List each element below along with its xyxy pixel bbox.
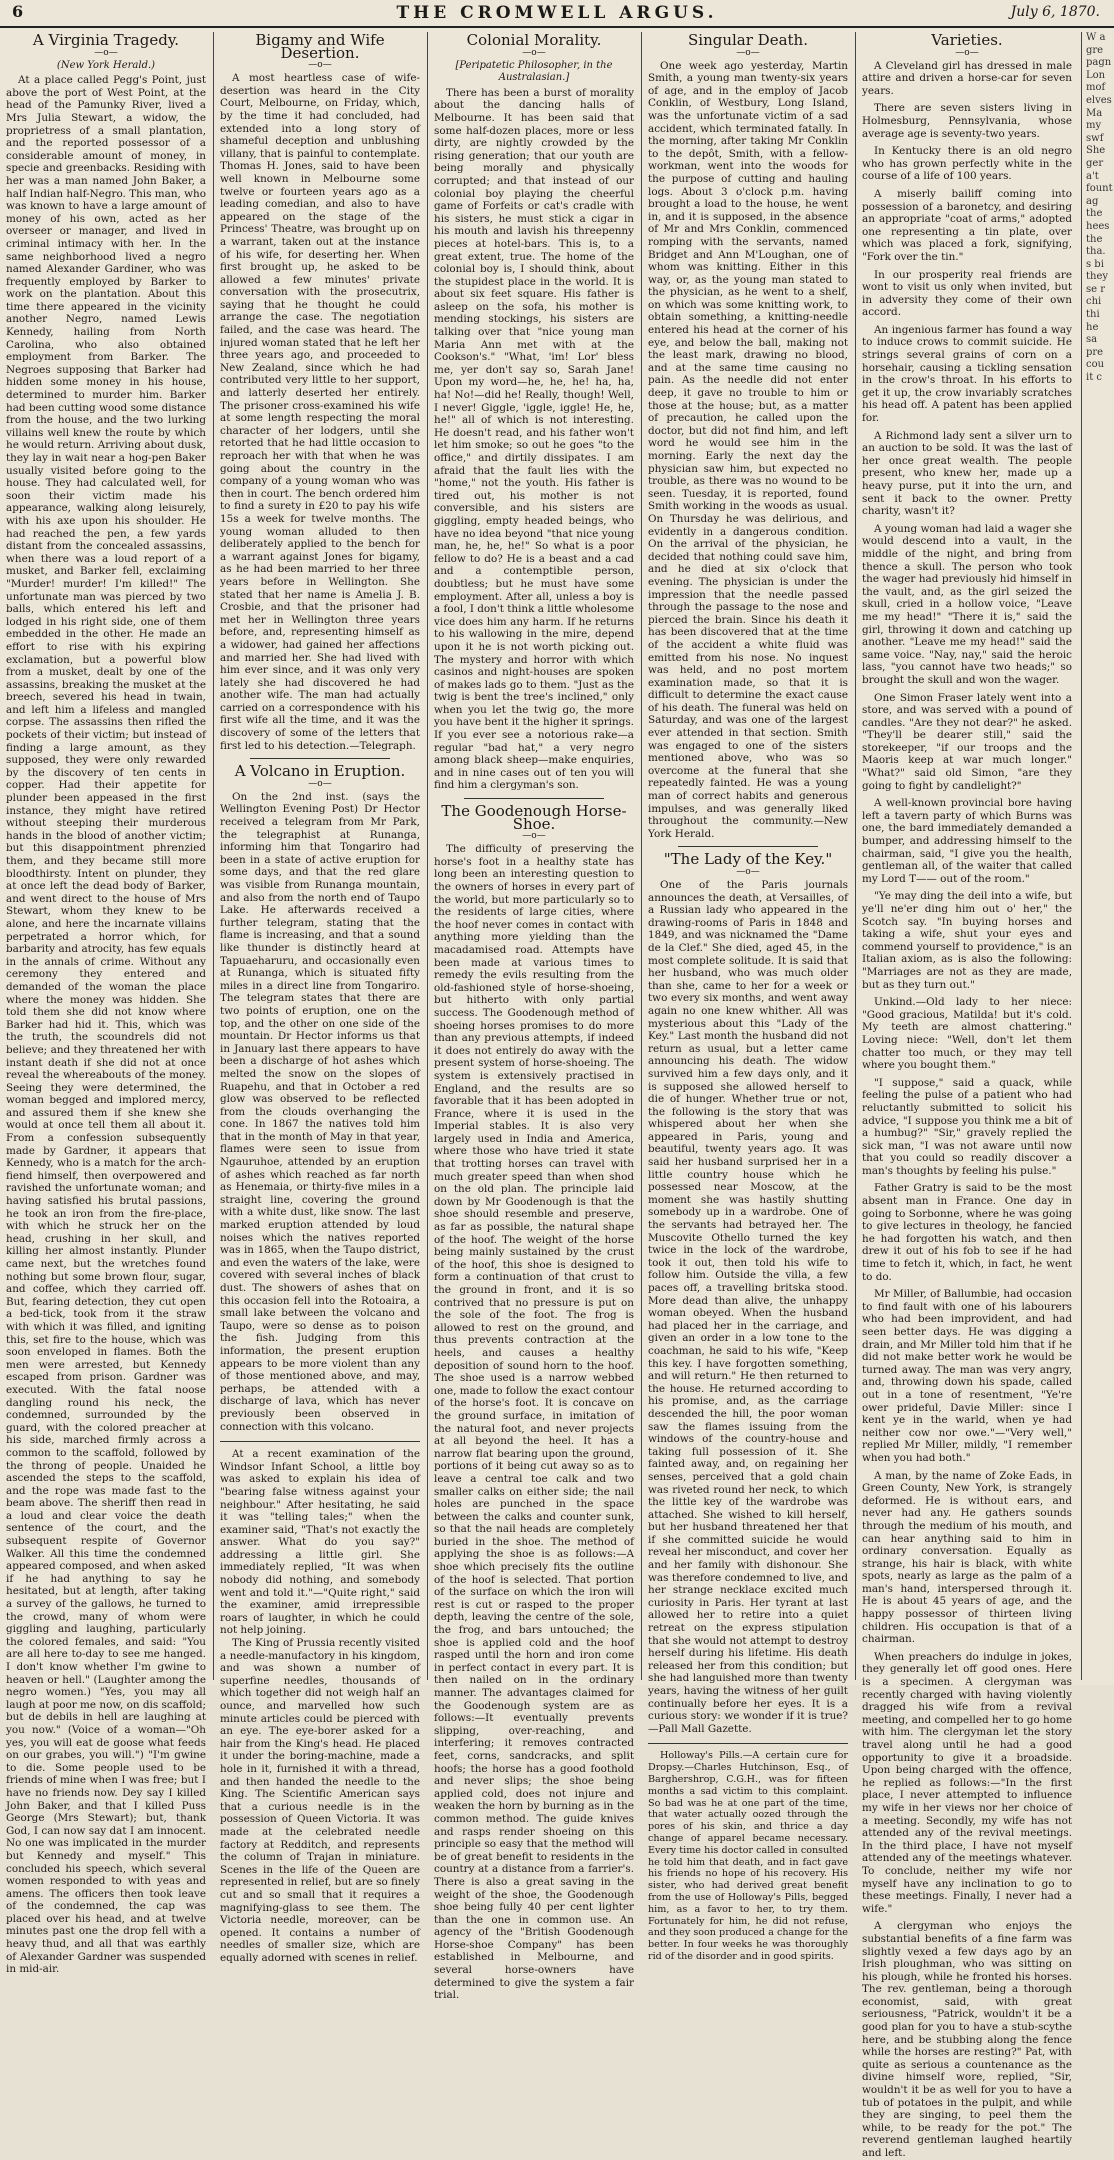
variety-item: When preachers do indulge in jokes, they generally let off good ones. Here is a specimen. A clergyman was recently charged with having violently dragged his wife from a revival meeting, and compelled her to go home with him. The clergyman let the story travel along until he had a good opportunity to give it a broadside. Upon being charged with the offence, he replied as follows:—"In the first place, I never attempted to influence my wife in her views nor her choice of a meeting. Secondly, my wife has not attended any of the revival meetings. In the third place, I have not myself attended any of the meetings whatever. To conclude, neither my wife nor myself have any inclination to go to these meetings. Finally, I never had a wife.": [862, 1650, 1072, 1915]
ornament: —o—: [522, 831, 546, 842]
column-4: [648, 31, 848, 1962]
article-title-colonial-morality: Colonial Morality.: [466, 31, 602, 49]
article-title-volcano: A Volcano in Eruption.: [234, 762, 406, 781]
column-3: [434, 31, 634, 2002]
column-1: [6, 31, 206, 1976]
divider: [648, 1743, 848, 1744]
article-title-singular-death: Singular Death.: [688, 31, 808, 49]
advertisement-holloways-pills: Holloway's Pills.—A certain cure for Dropsy.—Charles Hutchinson, Esq., of Barghershrop, C.G.H., was for fifteen months a sad victim to this complaint. So bad was he at one part of the time, that water actually oozed through the pores of his skin, and thrice a day change of apparel became necessary. Every time his doctor called in consulted he told him that death, and in fact gave his friends no hope of his recovery. His sister, who had derived great benefit from the use of Holloway's Pills, begged him, as a favor to her, to try them. Fortunately for him, he did not refuse, and they soon produced a change for the better. In four weeks he was thoroughly rid of the disorder and in good spirits.: [648, 1750, 848, 1962]
article-body-bigamy: A most heartless case of wife-desertion was heard in the City Court, Melbourne, on Friday, which, by the time it had concluded, had extended into a long story of shameful deception and unblushing villany, that is painful to contemplate. Thomas H. Jones, said to have been well known in Melbourne some twelve or fourteen years ago as a leading comedian, and also to have appeared on the stage of the Princess' Theatre, was brought up on a warrant, taken out at the instance of his wife, for deserting her. When first brought up, he asked to be allowed a few minutes' private conversation with the prosecutrix, saying that he thought he could arrange the case. The negotiation failed, and the case was heard. The injured woman stated that he left her three years ago, and proceeded to New Zealand, since which he had contributed very little to her support, and latterly deserted her entirely. The prisoner cross-examined his wife at some length respecting the moral character of her lodgers, until she retorted that he had little occasion to reproach her with that when he was going about the country in the company of a young woman who was then in court. The bench ordered him to find a surety in £20 to pay his wife 15s a week for twelve months. The young woman alluded to then deliberately applied to the bench for a warrant against Jones for bigamy, as he had been married to her three years before in Wellington. She stated that her name is Amelia J. B. Crosbie, and that the prisoner had met her in Wellington three years before, and, representing himself as a widower, had gained her affections and married her. She had lived with him ever since, and it was only very lately she had discovered he had another wife. The man had actually carried on a correspondence with his first wife all the time, and it was the discovery of some of the letters that first led to his detection.—Telegraph.: [220, 72, 420, 752]
variety-item: A well-known provincial bore having left a tavern party of which Burns was one, the bard immediately demanded a bumper, and addressing himself to the chairman, said, "I give you the health, gentleman all, of the waiter that called my Lord T—— out of the room.": [862, 797, 1072, 885]
variety-item: Unkind.—Old lady to her niece: "Good gracious, Matilda! but it's cold. My teeth are almost chattering." Loving niece: "Well, don't let them chatter too much, or they may tell where you bought them.": [862, 996, 1072, 1072]
article-body-lady-of-the-key: One of the Paris journals announces the death, at Versailles, of a Russian lady who appeared in the drawing-rooms of Paris in 1848 and 1849, and was nicknamed the "Dame de la Clef." She died, aged 45, in the most complete solitude. It is said that her husband, who was much older than she, came to her for a week or two every six months, and went away again no one knew whither. All was mysterious about this "Lady of the Key." Last month the husband did not return as usual, but a letter came announcing his death. The widow survived him a few days only, and it is supposed she allowed herself to die of hunger. Whether true or not, the following is the story that was whispered about her when she appeared in Paris, young and beautiful, twenty years ago. It was said her husband surprised her in a little country house which he possessed near Moscow, at the moment she was hastily shutting somebody up in a wardrobe. One of the servants had betrayed her. The Muscovite Othello turned the key twice in the lock of the wardrobe, took it out, then told his wife to follow him. Outside the villa, a few paces off, a travelling britska stood. More dead than alive, the unhappy woman obeyed. When the husband had placed her in the carriage, and given an order in a low tone to the coachman, he said to his wife, "Keep this key. I have forgotten something, and will return." He then returned to the house. He returned according to his promise, and, as the carriage descended the hill, the poor woman saw the flames issuing from the windows of the country-house and taking full possession of it. She fainted away, and, on regaining her senses, perceived that a gold chain was riveted round her neck, to which the little key of the wardrobe was attached. She wished to kill herself, but her husband threatened her that if she committed suicide he would reveal her misconduct, and cover her and her family with dishonour. She was therefore condemned to live, and her strange necklace excited much curiosity in Paris. Her tyrant at last allowed her to retire into a quiet retreat on the express stipulation that she would not attempt to destroy herself during his lifetime. His death released her from this condition; but she had languished more than twenty years, having the witness of her guilt continually before her eyes. It is a curious story: we wonder if it is true?—Pall Mall Gazette.: [648, 879, 848, 1735]
divider: [678, 846, 818, 847]
article-body-singular-death: One week ago yesterday, Martin Smith, a young man twenty-six years of age, and in the employ of Jacob Conklin, of Westbury, Long Island, was the unfortunate victim of a sad accident, which terminated fatally. In the morning, after taking Mr Conklin to the depôt, Smith, with a fellow-workman, went into the woods for the purpose of cutting and hauling logs. About 3 o'clock p.m. having brought a load to the house, he went in, and it is supposed, in the absence of Mr and Mrs Conklin, commenced romping with the servants, named Bridget and Ann M'Loughan, one of whom was knitting. Either in this way, or, as the young man stated to the physician, as he went to a shelf, on which was some knitting work, to obtain something, a knitting-needle entered his head at the corner of his eye, and below the ball, making not the least mark, drawing no blood, and at the same time causing no pain. As the needle did not enter deep, it gave no trouble to him or those at the house; but, as a matter of precaution, he called upon the doctor, but did not find him, and left word he would see him in the morning. Early the next day the physician saw him, but expected no trouble, as there was no wound to be seen. Tuesday, it is reported, found Smith working in the woods as usual. On Thursday he was delirious, and evidently in a dangerous condition. On the arrival of the physician, he decided that nothing could save him, and he died at six o'clock that evening. The physician is under the impression that the needle passed through the passage to the nose and pierced the brain. Since his death it has been discovered that at the time of the accident a white fluid was emitted from his nose. No inquest was held, and no post mortem examination made, so that it is difficult to determine the exact cause of his death. The funeral was held on Saturday, and was one of the largest ever attended in that section. Smith was engaged to one of the sisters mentioned above, who was so overcome at the funeral that she repeatedly fainted. He was a young man of correct habits and generous impulses, and was generally liked throughout the community.—New York Herald.: [648, 59, 848, 840]
variety-item: A miserly bailiff coming into possession of a baronetcy, and desiring an appropriate "coat of arms," adopted one representing a tin plate, over which was placed a fork, signifying, "Fork over the tin.": [862, 187, 1072, 263]
variety-item: A Cleveland girl has dressed in male attire and driven a horse-car for seven years.: [862, 59, 1072, 97]
ornament: —o—: [736, 867, 760, 877]
variety-item: "I suppose," said a quack, while feeling the pulse of a patient who had reluctantly submitted to solicit his advice, "I suppose you think me a bit of a humbug?" "Sir," gravely replied the sick man, "I was not aware until now that you could so readily discover a man's thoughts by feeling his pulse.": [862, 1076, 1072, 1177]
article-body-infant-school: At a recent examination of the Windsor Infant School, a little boy was asked to explain his idea of "bearing false witness against your neighbour." After hesitating, he said it was "telling tales;" when the examiner said, "That's not exactly the answer. What do you say?" addressing a little girl. She immediately replied, "It was when nobody did nothing, and somebody went and told it."—"Quite right," said the examiner, amid irrepressible roars of laughter, in which he could not help joining.: [220, 1448, 420, 1637]
columns: [6, 31, 1113, 2159]
variety-item: An ingenious farmer has found a way to induce crows to commit suicide. He strings several grains of corn on a horsehair, causing a tickling sensation in the crow's throat. In his efforts to get it up, the crow invariably scratches his head off. A patent has been applied for.: [862, 323, 1072, 425]
divider: [220, 1441, 420, 1442]
column-rule: [641, 32, 642, 1680]
variety-item: Father Gratry is said to be the most absent man in France. One day in going to Sorbonne, where he was going to give lectures in theology, he fancied he had forgotten his watch, and then drew it out of his fob to see if he had time to fetch it, which, in fact, he went to do.: [862, 1182, 1072, 1283]
variety-item: A young woman had laid a wager she would descend into a vault, in the middle of the night, and bring from thence a skull. The person who took the wager had previously hid himself in the vault, and, as the girl seized the skull, cried in a hollow voice, "Leave me my head!" "There it is," said the girl, throwing it down and catching up another. "Leave me my head!" said the same voice. "Nay, nay," said the heroic lass, "you cannot have two heads;" so brought the skull and won the wager.: [862, 522, 1072, 686]
article-body-colonial-morality: There has been a burst of morality about the dancing halls of Melbourne. It has been said that some half-dozen places, more or less dirty, are nightly crowded by the rising generation; that our youth are being morally and physically corrupted; and that instead of our colonial boy playing the cheerful game of Forfeits or cat's cradle with his sisters, he must stick a cigar in his mouth and lavish his threepenny pieces at hotel-bars. This is, to a great extent, true. The home of the colonial boy is, I should think, about the stupidest place in the world. It is about six feet square. His father is asleep on the sofa, his mother is mending stockings, his sisters are talking over that "nice young man Maria Ann met with at the Cookson's." "What, 'im! Lor' bless me, yer don't say so, Sarah Jane! Upon my word—he, he, he! ha, ha, ha! No!—did he! Really, though! Well, I never! Giggle, 'iggle, iggle! He, he, he!" all of which is not interesting. He doesn't read, and his father won't let him smoke; so out he goes "to the office," and dirtily dissipates. I am afraid that the fault lies with the "home," not the youth. His father is tired out, his mother is not conversible, and his sisters are giggling, empty headed beings, who have no idea beyond "that nice young man, he, he, he!" So what is a poor fellow to do? He is a beast and a cad and a contemptible person, doubtless; but he must have some employment. After all, unless a boy is a fool, I don't think a little wholesome vice does him any harm. If he returns to his wallowing in the mire, depend upon it he is not worth picking out. The mystery and horror with which casinos and night-houses are spoken of makes lads go to them. "Just as the twig is bent the tree's inclined," only when you let the twig go, the more you have bent it the higher it springs. If you ever see a notorious rake—a regular "bad hat," a very negro among black sheep—make enquiries, and in nine cases out of ten you will find him a clergyman's son.: [434, 86, 634, 792]
article-title-lady-of-the-key: "The Lady of the Key.": [663, 850, 833, 869]
variety-item: One Simon Fraser lately went into a store, and was served with a pound of candles. "Are they not dear?" he asked. "They'll be dearer still," said the storekeeper, "if our troops and the Maoris keep at war much longer." "What?" said old Simon, "are they going to fight by candlelight?": [862, 691, 1072, 792]
ornament: —o—: [308, 778, 332, 789]
column-5: [862, 31, 1072, 2159]
variety-item: There are seven sisters living in Holmesburg, Pennsylvania, whose average age is seventy-two years.: [862, 102, 1072, 140]
ornament: —o—: [955, 47, 979, 58]
divider: [250, 758, 390, 759]
article-body-horse-shoe: The difficulty of preserving the horse's foot in a healthy state has long been an interesting question to the owners of horses in every part of the world, but more particularly so to the residents of large cities, where the hoof never comes in contact with anything more yielding than the macadamised road. Attempts have been made at various times to remedy the evils resulting from the old-fashioned style of horse-shoeing, but hitherto with only partial success. The Goodenough method of shoeing horses promises to do more than any previous attempts, if indeed it does not entirely do away with the present system of horse-shoeing. The system is extensively practised in England, and the results are so favorable that it has been adopted in France, where it is used in the Imperial stables. It is also very largely used in India and America, where those who have tried it state that trotting horses can travel with much greater speed than when shod on the old plan. The principle laid down by Mr Goodenough is that the shoe should resemble and preserve, as far as possible, the natural shape of the hoof. The weight of the horse being mainly sustained by the crust of the hoof, this shoe is designed to form a continuation of that crust to the ground in front, and it is so contrived that no pressure is put on the sole of the foot. The frog is allowed to rest on the ground, and thus prevents contraction at the heels, and causes a healthy deposition of sound horn to the hoof. The shoe used is a narrow webbed one, made to follow the exact contour of the horse's foot. It is concave on the ground surface, in imitation of the natural foot, and never projects at all beyond the heel. It has a narrow flat bearing upon the ground, portions of it being cut away so as to leave a central toe calk and two smaller calks on either side; the nail holes are punched in the space between the calks and counter sunk, so that the nail heads are completely buried in the shoe. The method of applying the shoe is as follows:—A shoe which precisely fits the outline of the hoof is selected. That portion of the surface on which the iron will rest is cut or rasped to the proper depth, leaving the centre of the sole, the frog, and bars untouched; the shoe is applied cold and the hoof rasped until the horn and iron come in perfect contact in every part. It is then nailed on in the ordinary manner. The advantages claimed for the Goodenough system are as follows:—It eventually prevents slipping, over-reaching, and interfering; it removes contracted feet, corns, sandcracks, and split hoofs; the horse has a good foothold and never slips; the shoe being applied cold, does not injure and weaken the horn by burning as in the common method. The guide knives and rasps render shoeing on this principle so easy that the method will be of great benefit to residents in the country at a distance from a farrier's. There is also a great saving in the weight of the shoe, the Goodenough shoe being fully 40 per cent lighter than the one in common use. An agency of the "British Goodenough Horse-shoe Company" has been established in Melbourne, and several horse-owners have determined to give the system a fair trial.: [434, 843, 634, 2002]
variety-item: In our prosperity real friends are wont to visit us only when invited, but in adversity they come of their own accord.: [862, 268, 1072, 319]
variety-item: A man, by the name of Zoke Eads, in Green County, New York, is strangely deformed. He is without ears, and never had any. He gathers sounds through the medium of his mouth, and can hear anything said to him in ordinary conversation. Equally as strange, his hair is black, with white spots, nearly as large as the palm of a man's hand, interspersed through it. He is about 45 years of age, and the happy possessor of thirteen living children. His occupation is that of a chairman.: [862, 1469, 1072, 1646]
article-title-bigamy: Bigamy and Wife Desertion.: [255, 31, 385, 62]
page-number: 6: [12, 2, 24, 21]
divider: [464, 798, 604, 799]
ornament: —o—: [308, 60, 332, 71]
article-source: (New York Herald.): [56, 59, 156, 71]
masthead: [0, 0, 1114, 28]
article-title-horse-shoe: The Goodenough Horse-Shoe.: [441, 802, 627, 833]
article-title-varieties: Varieties.: [931, 31, 1003, 49]
variety-item: A clergyman who enjoys the substantial benefits of a fine farm was slightly vexed a few days ago by an Irish ploughman, who was sitting on his plough, while he fronted his horses. The rev. gentleman, being a thorough economist, said, with great seriousness, "Patrick, wouldn't it be a good plan for you to have a stub-scythe here, and be stubbing along the fence while the horses are resting?" Pat, with quite as serious a countenance as the divine himself wore, replied, "Sir, wouldn't it be as well for you to have a tub of potatoes in the pulpit, and while they are singing, to peel them the while, to be ready for the pot." The reverend gentleman laughed heartily and left.: [862, 1920, 1072, 2159]
article-body-needles: The King of Prussia recently visited a needle-manufactory in his kingdom, and was shown a number of superfine needles, thousands of which together did not weigh half an ounce, and marvelled how such minute articles could be pierced with an eye. The eye-borer asked for a hair from the King's head. He placed it under the boring-machine, made a hole in it, furnished it with a thread, and then handed the needle to the King. The Scientific American says that a curious needle is in the possession of Queen Victoria. It was made at the celebrated needle factory at Redditch, and represents the column of Trajan in miniature. Scenes in the life of the Queen are represented in relief, but are so finely cut and so small that it requires a magnifying-glass to see them. The Victoria needle, moreover, can be opened. It contains a number of needles of smaller size, which are equally adorned with scenes in relief.: [220, 1637, 420, 1964]
ornament: —o—: [522, 47, 546, 58]
variety-item: Mr Miller, of Ballumbie, had occasion to find fault with one of his labourers who had been improvident, and had seen better days. He was digging a drain, and Mr Miller told him that if he did not make better work he would be turned away. The man was very angry, and, throwing down his spade, called out in a tone of resentment, "Ye're ower prideful, Davie Miller: since I kent ye in the warld, when ye had neither cow nor owe."—"Very well," replied Mr Miller, mildly, "I remember when you had both.": [862, 1288, 1072, 1464]
article-body-virginia-tragedy: At a place called Pegg's Point, just above the port of West Point, at the head of the Pamunky River, lived a Mrs Julia Stewart, a widow, the proprietress of a small plantation, and the reported possessor of a considerable amount of money, in specie and greenbacks. Residing with her was a man named John Baker, a half Indian half-Negro. This man, who was known to have a large amount of money of his own, acted as her overseer or manager, and lived in criminal intimacy with her. In the same neighborhood lived a negro named Alexander Gardiner, who was frequently employed by Barker to work on the plantation. About this time there appeared in the vicinity another Negro, named Lewis Kennedy, hailing from North Carolina, who also obtained employment from Barker. The Negroes supposing that Barker had hidden some money in his house, determined to murder him. Barker had been cutting wood some distance from the house, and the two lurking villains well knew the route by which he would return. Arriving about dusk, they lay in wait near a hog-pen Baker usually visited before going to the house. They had calculated well, for soon their victim made his appearance, walking along leisurely, with his axe upon his shoulder. He had reached the pen, a few yards distant from the concealed assassins, when there was a loud report of a musket, and Barker fell, exclaiming "Murder! murder! I'm killed!" The unfortunate man was pierced by two balls, which entered his left and lodged in his right side, one of them embedded in the other. He made an effort to rise with his expiring exclamation, but a powerful blow from a musket, dealt by one of the assassins, breaking the musket at the breech, severed his head in twain, and left him a lifeless and mangled corpse. The assassins then rifled the pockets of their victim; but instead of finding a large amount, as they supposed, they were only rewarded by the discovery of ten cents in copper. Had their appetite for plunder been appeased in the first instance, they might have retired without steeping their murderous hands in the blood of another victim; but this disappointment phrenzied them, and they became still more bloodthirsty. Intent on plunder, they at once left the dead body of Barker, and went direct to the house of Mrs Stewart, whom they knew to be alone, and here the incarnate villains perpetrated a horror which, for barbarity and atrocity, has few equals in the annals of crime. Without any ceremony they entered and demanded of the woman the place where the money was hidden. She told them she did not know where Barker had hid it. This, which was the truth, the scoundrels did not believe; and they threatened her with instant death if she did not at once reveal the whereabouts of the money. Seeing they were determined, the woman begged and implored mercy, and assured them if she knew she would at once tell them all about it. From a confession subsequently made by Gardner, it appears that Kennedy, who is a match for the arch-fiend himself, then overpowered and ravished the unfortunate woman; and having satisfied his brutal passions, he took an iron from the fire-place, with which he struck her on the head, crushing in her skull, and killing her almost instantly. Plunder came next, but the wretches found nothing but some brown flour, sugar, and coffee, which they carried off. But, fearing detection, they cut open a bed-tick, took from it the straw with which it was filled, and igniting this, set fire to the house, which was soon enveloped in flames. Both the men were arrested, but Kennedy escaped from prison. Gardner was executed. With the fatal noose dangling round his neck, the condemned, surrounded by the guard, with the colored preacher at his side, marched firmly across a common to the scaffold, followed by the throng of people. Unaided he ascended the steps to the scaffold, and the rope was made fast to the beam above. The sheriff then read in a loud and clear voice the death sentence of the court, and the subsequent respite of Governor Walker. All this time the condemned appeared composed, and when asked if he had anything to say he hesitated, but at length, after taking a survey of the gallows, he turned to the crowd, many of whom were giggling and laughing, particularly the colored females, and said: "You are all here to-day to see me hanged. I don't know whether I'm gwine to heaven or hell." (Laughter among the negro women.) "Yes, you may all laugh at poor me now, on dis scaffold; but de debils in hell are laughing at you now." (Voice of a woman—"Oh yes, you will eat de goose what feeds on our grabes, you will.") "I'm gwine to die. Some people used to be friends of mine when I was free; but I have no friends now. Dey say I killed John Baker, and that I killed Puss George (Mrs Stewart); but, thank God, I can now say dat I am innocent. No one was implicated in the murder but Kennedy and myself." This concluded his speech, which several women responded to with yeas and amens. The officers then took leave of the condemned, the cap was placed over his head, and at twelve minutes past one the drop fell with a heavy thud, and all that was earthly of Alexander Gardner was suspended in mid-air.: [6, 74, 206, 1976]
article-title-virginia-tragedy: A Virginia Tragedy.: [32, 31, 180, 49]
ornament: —o—: [94, 47, 118, 58]
column-rule: [855, 32, 856, 1680]
issue-date: July 6, 1870.: [1010, 4, 1100, 20]
variety-item: In Kentucky there is an old negro who has grown perfectly white in the course of a life of 100 years.: [862, 145, 1072, 183]
article-body-volcano: On the 2nd inst. (says the Wellington Evening Post) Dr Hector received a telegram from Mr Park, the telegraphist at Runanga, informing him that Tongariro had been in a state of active eruption for some days, and that the red glare was visible from Runanga mountain, and also from the north end of Taupo Lake. He afterwards received a further telegram, stating that the flame is increasing, and that a sound like thunder is distinctly heard at Tapuaeharuru, and occasionally even at Runanga, which is situated fifty miles in a direct line from Tongariro. The telegram states that there are two points of eruption, one on the top, and the other on one side of the mountain. Dr Hector informs us that in January last there appears to have been a discharge of hot ashes which melted the snow on the slopes of Ruapehu, and that in October a red glow was observed to be reflected from the clouds overhanging the cone. In 1867 the natives told him that in the month of May in that year, flames were seen to issue from Ngauruhoe, attended by an eruption of ashes which reached as far north as Henemaia, or thirty-five miles in a straight line, covering the ground with a white dust, like snow. The last marked eruption attended by loud noises which the natives reported was in 1865, when the Taupo district, and even the waters of the lake, were covered with several inches of black dust. The showers of ashes that on this occasion fell into the Rotoaira, a small lake between the volcano and Taupo, were so dense as to poison the fish. Judging from this information, the present eruption appears to be more violent than any of those mentioned above, and may, perhaps, be attended with a discharge of lava, which has never previously been observed in connection with this volcano.: [220, 790, 420, 1433]
variety-item: "Ye may ding the deil into a wife, but ye'll ne'er ding him out o' her," the Scotch say. "In buying horses and taking a wife, shut your eyes and commend yourself to providence," is an Italian axiom, as is also the following: "Marriages are not as they are made, but as they turn out.": [862, 890, 1072, 991]
newspaper-title: THE CROMWELL ARGUS.: [396, 3, 718, 23]
column-2: [220, 31, 420, 1964]
column-rule: [427, 32, 428, 1680]
variety-item: A Richmond lady sent a silver urn to an auction to be sold. It was the last of her once great wealth. The people present, who knew her, made up a heavy purse, put it into the urn, and sent it back to the owner. Pretty charity, wasn't it?: [862, 429, 1072, 518]
ornament: —o—: [736, 47, 760, 58]
article-source: [Peripatetic Philosopher, in the Australasian.]: [455, 59, 613, 84]
column-rule: [1081, 32, 1082, 1680]
column-rule: [213, 32, 214, 1680]
adjacent-page-edge-text: W a gre pagn Lon mof elves Ma my swf She ger a't fount ag the hees the tha. s bi they se r chi thi he sa pre cou it c: [1086, 32, 1113, 384]
